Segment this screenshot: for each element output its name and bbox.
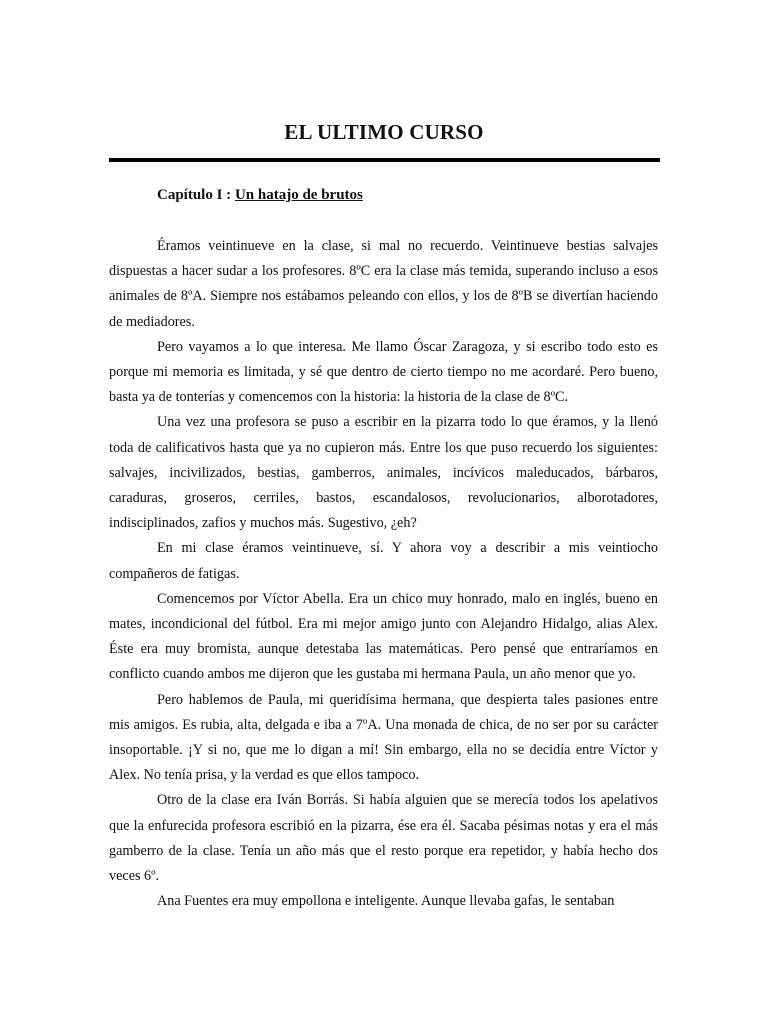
paragraph: Pero hablemos de Paula, mi queridísima hermana, que despierta tales pasiones entre mis amigos. Es rubia, alta, delgada e iba a 7ºA. Una monada de chica, de no ser por su carácter insoportable. ¡Y si no, que me lo digan a mí! Sin embargo, ella no se decidía entre Víctor y Alex. No tenía prisa, y la verdad es que ellos tampoco. — [109, 691, 658, 784]
body-text — [109, 234, 658, 914]
paragraph: Éramos veintinueve en la clase, si mal no recuerdo. Veintinueve bestias salvajes dispuestas a hacer sudar a los profesores. 8ºC era la clase más temida, superando incluso a esos animales de 8ºA. Siempre nos estábamos peleando con ellos, y los de 8ºB se divertían haciendo de mediadores. — [109, 238, 658, 330]
paragraph: En mi clase éramos veintinueve, sí. Y ahora voy a describir a mis veintiocho compañeros de fatigas. — [109, 540, 658, 582]
paragraph: Ana Fuentes era muy empollona e inteligente. Aunque llevaba gafas, le sentaban — [157, 893, 615, 910]
title-divider — [109, 158, 660, 162]
chapter-heading — [157, 187, 363, 204]
paragraph: Una vez una profesora se puso a escribir en la pizarra todo lo que éramos, y la llenó toda de calificativos hasta que ya no cupieron más. Entre los que puso recuerdo los siguientes: salvajes, incivilizados, bestias, gamberros, animales, incívicos maleducados, bárbaros, caraduras, groseros, cerriles, bastos, escandalosos, revolucionarios, alborotadores, indisciplinados, zafios y muchos más. Sugestivo, ¿eh? — [109, 414, 658, 532]
document-title: EL ULTIMO CURSO — [284, 120, 484, 144]
paragraph: Comencemos por Víctor Abella. Era un chico muy honrado, malo en inglés, bueno en mates, incondicional del fútbol. Era mi mejor amigo junto con Alejandro Hidalgo, alias Alex. Éste era muy bromista, aunque detestaba las matemáticas. Pero pensé que entraríamos en conflicto cuando ambos me dijeron que les gustaba mi hermana Paula, un año menor que yo. — [109, 590, 658, 683]
paragraph: Pero vayamos a lo que interesa. Me llamo Óscar Zaragoza, y si escribo todo esto es porque mi memoria es limitada, y sé que dentro de cierto tiempo no me acordaré. Pero bueno, basta ya de tonterías y comencemos con la historia: la historia de la clase de 8ºC. — [109, 338, 658, 406]
chapter-name: Un hatajo de brutos — [234, 187, 363, 203]
paragraph: Otro de la clase era Iván Borrás. Si había alguien que se merecía todos los apelativos que la enfurecida profesora escribió en la pizarra, ése era él. Sacaba pésimas notas y era el más gamberro de la clase. Tenía un año más que el resto porque era repetidor, y había hecho dos veces 6º. — [109, 792, 658, 885]
chapter-label: Capítulo I : — [157, 187, 232, 203]
